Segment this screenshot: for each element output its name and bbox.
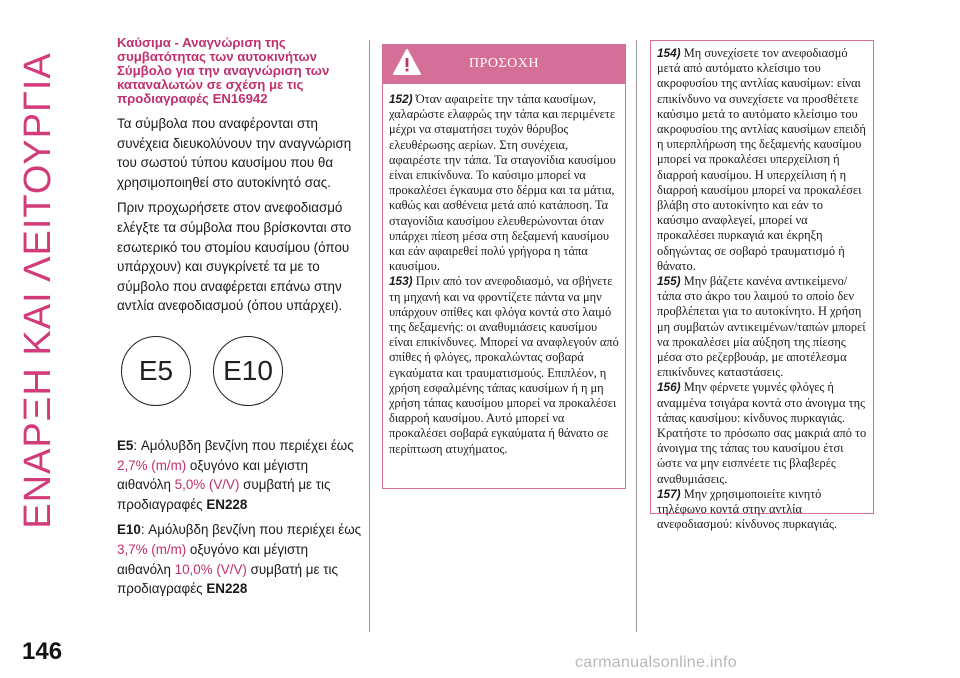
note-text: Μην φέρνετε γυμνές φλόγες ή αναμμένα τσιγάρα κοντά στο άνοιγμα της τάπας καυσίμου: κίνδυνος πυρκαγιάς. Κρατήστε το πρόσωπο σας μακριά από το άνοιγμα της τάπας του καυσίμου έτσι ώστε να μην εισπνέετε τις βλαβερές αναθυμιάσεις. bbox=[657, 380, 867, 486]
note-number: 153) bbox=[389, 274, 413, 289]
warning-continuation-box bbox=[650, 40, 874, 532]
e5-ethanol-value: 5,0% (V/V) bbox=[174, 477, 240, 493]
e5-label: E5 bbox=[117, 437, 134, 453]
e10-label: E10 bbox=[117, 522, 141, 538]
note-text: Μη συνεχίσετε τον ανεφοδιασμό μετά από αυτόματο κλείσιμο του ακροφυσίου της αντλίας καυσίμων: είναι επικίνδυνο να συνεχίσετε να προσθέτετε καύσιμο μετά το αυτόματο κλείσιμο του ακροφυσίου της αντλίας καυσίμων επειδή η υπερπλήρωση της δεξαμενής καυσίμου μπορεί να προκαλέσει υπερχείλιση ή διαρροή καυσίμου. Η υπερχείλιση ή η διαρροή καυσίμου μπορεί να προκαλέσει βλάβη στο αυτοκίνητο και εάν το καύσιμο αναφλεγεί, μπορεί να προκαλέσει πυρκαγιά και έκρηξη οδηγώντας σε σοβαρό τραυματισμό ή θάνατο. bbox=[657, 46, 866, 273]
warning-box bbox=[382, 44, 626, 489]
e5-description: E5: Αμόλυβδη βενζίνη που περιέχει έως 2,7% (m/m) οξυγόνο και μέγιστη αιθανόλη 5,0% (V/V) συμβατή με τις προδιαγραφές EN228 bbox=[117, 437, 354, 512]
e5-standard: EN228 bbox=[206, 496, 248, 512]
warning-header bbox=[382, 44, 626, 84]
e5-oxygen-value: 2,7% (m/m) bbox=[117, 457, 187, 473]
intro-paragraph: Τα σύμβολα που αναφέρονται στη συνέχεια διευκολύνουν την αναγνώριση του σωστού τύπου καυσίμου που θα χρησιμοποιηθεί στο αυτοκίνητό σας. bbox=[117, 116, 352, 190]
note-text: Πριν από τον ανεφοδιασμό, να σβήνετε τη μηχανή και να φροντίζετε πάντα να μην υπάρχουν σπίθες και φλόγα κοντά στο λαιμό της δεξαμενής: οι αναθυμιάσεις καυσίμου είναι επικίνδυνες. Μπορεί να αναφλεγούν από σπίθες ή φλόγες, προκαλώντας σοβαρά εγκαύματα και τραυματισμούς. Επιπλέον, η χρήση εσφαλμένης τάπας καυσίμων ή η μη χρήση τάπας καυσίμου μπορεί να προκαλέσει διαρροή καυσίμου. Αυτό μπορεί να προκαλέσει σοβαρά εγκαύματα ή θάνατο σε περίπτωση ατυχήματος. bbox=[389, 274, 619, 456]
section-side-title bbox=[10, 30, 66, 550]
warning-note bbox=[389, 274, 619, 456]
column-divider bbox=[369, 40, 370, 632]
instruction-paragraph: Πριν προχωρήσετε στον ανεφοδιασμό ελέγξτε τα σύμβολα που βρίσκονται στο εσωτερικό του στομίου καυσίμου (όπου υπάρχουν) και συγκρίνετέ τα με το σύμβολο που αναφέρεται επάνω στην αντλία ανεφοδιασμού (όπου υπάρχει). bbox=[117, 200, 352, 314]
warning-body bbox=[382, 84, 626, 489]
section-side-title-text: ΕΝΑΡΞΗ ΚΑΙ ΛΕΙΤΟΥΡΓΙΑ bbox=[16, 51, 59, 529]
e10-oxygen-value: 3,7% (m/m) bbox=[117, 541, 187, 557]
watermark: carmanualsonline.info bbox=[575, 654, 737, 671]
warning-note bbox=[657, 274, 867, 380]
note-number: 152) bbox=[389, 92, 413, 106]
e10-standard: EN228 bbox=[206, 581, 248, 597]
e10-symbol: E10 bbox=[213, 336, 283, 406]
warning-note bbox=[389, 92, 619, 274]
note-text: Μην χρησιμοποιείτε κινητό τηλέφωνο κοντά στην αντλία ανεφοδιασμού: κίνδυνος πυρκαγιάς. bbox=[657, 486, 837, 532]
section-heading: Καύσιμα - Αναγνώριση της συμβατότητας των αυτοκινήτων Σύμβολο για την αναγνώριση των καταναλωτών σε σχέση με τις προδιαγραφές EN16942 bbox=[117, 35, 330, 106]
note-number: 157) bbox=[657, 486, 681, 501]
note-number: 155) bbox=[657, 274, 681, 289]
note-text: Όταν αφαιρείτε την τάπα καυσίμων, χαλαρώστε ελαφρώς την τάπα και περιμένετε μέχρι να σταματήσει τυχόν θόρυβος ελευθέρωσης αερίων. Στη συνέχεια, αφαιρέστε την τάπα. Τα σταγονίδια καυσίμου είναι επικίνδυνα. Το καύσιμο μπορεί να προκαλέσει έγκαυμα στο δέρμα και τα μάτια, καθώς και ασθένεια μετά από κατάποση. Τα σταγονίδια καυσίμου ελευθερώνονται όταν υπάρχει πίεση μέσα στη δεξαμενή καυσίμου και εάν αφαιρεθεί πολύ γρήγορα η τάπα καυσίμου. bbox=[389, 92, 616, 274]
e10-ethanol-value: 10,0% (V/V) bbox=[174, 561, 247, 577]
page-number: 146 bbox=[22, 638, 63, 665]
column-divider bbox=[636, 40, 637, 632]
fuel-identification-column bbox=[117, 36, 362, 605]
warning-note bbox=[657, 46, 867, 274]
warning-title: ΠΡΟΣΟΧΗ bbox=[469, 56, 539, 71]
warning-note bbox=[657, 380, 867, 486]
fuel-symbols bbox=[117, 336, 362, 436]
note-number: 156) bbox=[657, 380, 681, 395]
e10-description: E10: Αμόλυβδη βενζίνη που περιέχει έως 3,7% (m/m) οξυγόνο και μέγιστη αιθανόλη 10,0% (V/V) συμβατή με τις προδιαγραφές EN228 bbox=[117, 522, 362, 597]
warning-triangle-icon bbox=[392, 48, 422, 78]
note-number: 154) bbox=[657, 46, 681, 60]
warning-note bbox=[657, 487, 867, 533]
e5-symbol: E5 bbox=[121, 336, 191, 406]
note-text: Μην βάζετε κανένα αντικείμενο/τάπα στο άκρο του λαιμού το οποίο δεν προβλέπεται για το αυτοκίνητο. Η χρήση μη συμβατών αντικειμένων/ταπών μπορεί να προκαλέσει μία αύξηση της πίεσης μέσα στο ρεζερβουάρ, με αποτέλεσμα επικίνδυνες καταστάσεις. bbox=[657, 274, 866, 380]
